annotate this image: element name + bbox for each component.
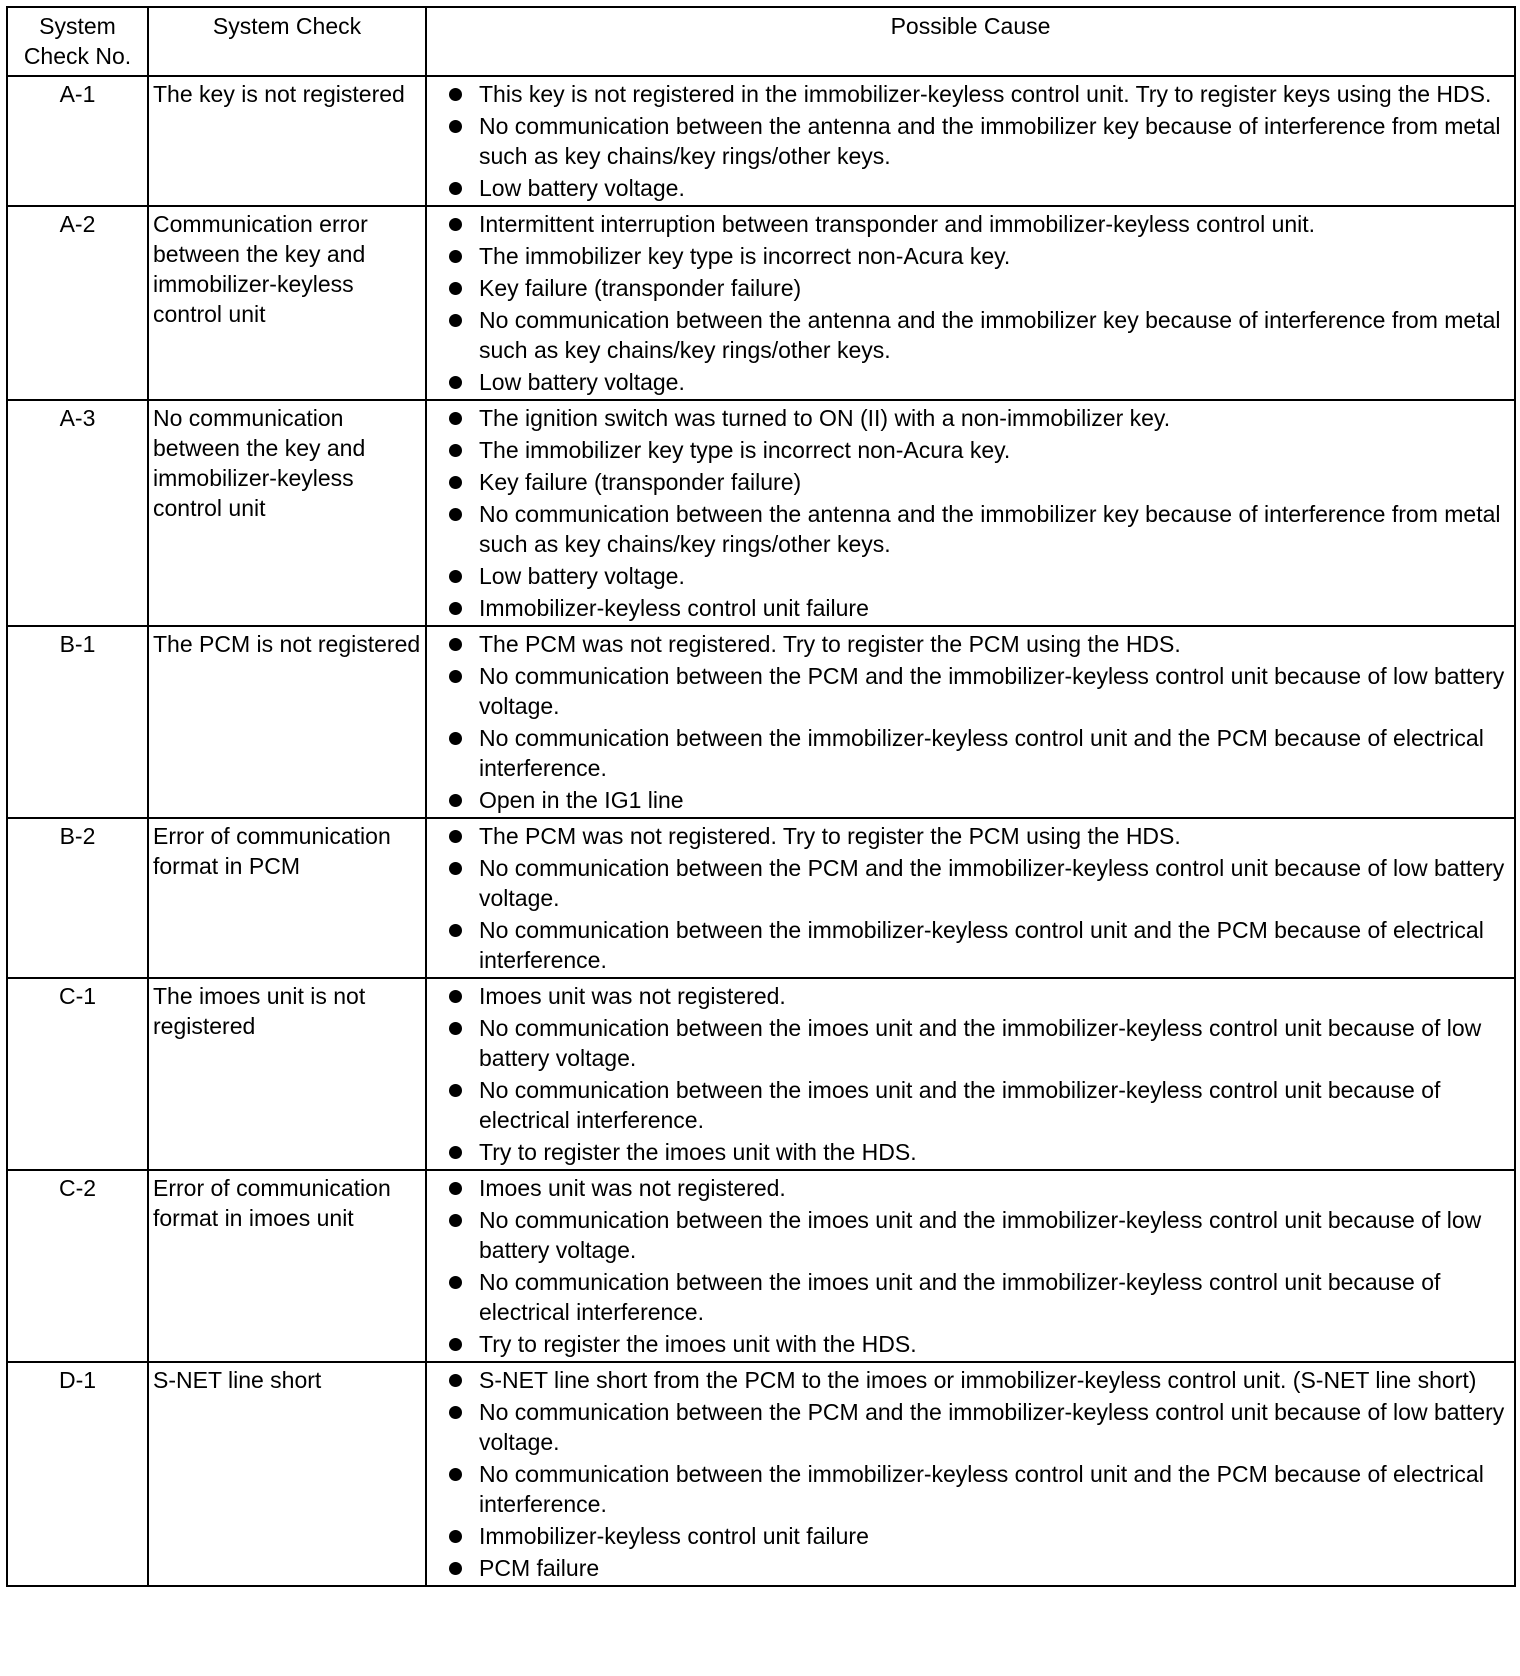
system-check-cell: Error of communication format in PCM: [148, 818, 426, 978]
cause-list-item: The PCM was not registered. Try to register the PCM using the HDS.: [427, 821, 1508, 851]
table-row: [7, 400, 1515, 626]
possible-cause-list: [427, 1365, 1508, 1583]
cause-list-item: Immobilizer-keyless control unit failure: [427, 1521, 1508, 1551]
table-row: [7, 76, 1515, 206]
cause-list-item: No communication between the antenna and the immobilizer key because of interference from metal such as key chains/key rings/other keys.: [427, 305, 1508, 365]
cause-list-item: No communication between the imoes unit and the immobilizer-keyless control unit because of low battery voltage.: [427, 1205, 1508, 1265]
cause-list-item: Key failure (transponder failure): [427, 273, 1508, 303]
table-row: [7, 818, 1515, 978]
cause-list-item: Try to register the imoes unit with the HDS.: [427, 1329, 1508, 1359]
cause-list-item: Immobilizer-keyless control unit failure: [427, 593, 1508, 623]
possible-cause-cell: [426, 1362, 1515, 1586]
cause-list-item: No communication between the imoes unit and the immobilizer-keyless control unit because of electrical interference.: [427, 1075, 1508, 1135]
system-check-no-cell: B-2: [7, 818, 148, 978]
possible-cause-cell: [426, 400, 1515, 626]
possible-cause-cell: [426, 1170, 1515, 1362]
possible-cause-cell: [426, 206, 1515, 400]
table-row: [7, 1170, 1515, 1362]
cause-list-item: No communication between the antenna and the immobilizer key because of interference from metal such as key chains/key rings/other keys.: [427, 111, 1508, 171]
system-check-table: [6, 6, 1516, 1587]
system-check-cell: S-NET line short: [148, 1362, 426, 1586]
cause-list-item: Imoes unit was not registered.: [427, 981, 1508, 1011]
cause-list-item: Key failure (transponder failure): [427, 467, 1508, 497]
possible-cause-list: [427, 629, 1508, 815]
possible-cause-cell: [426, 76, 1515, 206]
system-check-cell: Error of communication format in imoes unit: [148, 1170, 426, 1362]
cause-list-item: No communication between the PCM and the immobilizer-keyless control unit because of low battery voltage.: [427, 853, 1508, 913]
cause-list-item: No communication between the immobilizer-keyless control unit and the PCM because of electrical interference.: [427, 1459, 1508, 1519]
possible-cause-list: [427, 209, 1508, 397]
system-check-no-cell: A-2: [7, 206, 148, 400]
cause-list-item: This key is not registered in the immobilizer-keyless control unit. Try to register keys using the HDS.: [427, 79, 1508, 109]
cause-list-item: The ignition switch was turned to ON (II) with a non-immobilizer key.: [427, 403, 1508, 433]
cause-list-item: S-NET line short from the PCM to the imoes or immobilizer-keyless control unit. (S-NET line short): [427, 1365, 1508, 1395]
possible-cause-list: [427, 403, 1508, 623]
system-check-cell: The key is not registered: [148, 76, 426, 206]
cause-list-item: No communication between the PCM and the immobilizer-keyless control unit because of low battery voltage.: [427, 661, 1508, 721]
possible-cause-cell: [426, 626, 1515, 818]
system-check-cell: The PCM is not registered: [148, 626, 426, 818]
system-check-no-cell: C-2: [7, 1170, 148, 1362]
troubleshooting-document: [6, 6, 1514, 1587]
possible-cause-cell: [426, 818, 1515, 978]
cause-list-item: Try to register the imoes unit with the HDS.: [427, 1137, 1508, 1167]
cause-list-item: PCM failure: [427, 1553, 1508, 1583]
cause-list-item: The immobilizer key type is incorrect non-Acura key.: [427, 241, 1508, 271]
cause-list-item: No communication between the immobilizer-keyless control unit and the PCM because of electrical interference.: [427, 723, 1508, 783]
system-check-cell: The imoes unit is not registered: [148, 978, 426, 1170]
possible-cause-list: [427, 981, 1508, 1167]
cause-list-item: Low battery voltage.: [427, 173, 1508, 203]
cause-list-item: Open in the IG1 line: [427, 785, 1508, 815]
cause-list-item: No communication between the imoes unit and the immobilizer-keyless control unit because of low battery voltage.: [427, 1013, 1508, 1073]
cause-list-item: The PCM was not registered. Try to register the PCM using the HDS.: [427, 629, 1508, 659]
cause-list-item: No communication between the imoes unit and the immobilizer-keyless control unit because of electrical interference.: [427, 1267, 1508, 1327]
system-check-no-cell: B-1: [7, 626, 148, 818]
system-check-no-cell: C-1: [7, 978, 148, 1170]
cause-list-item: No communication between the immobilizer-keyless control unit and the PCM because of electrical interference.: [427, 915, 1508, 975]
system-check-no-cell: A-1: [7, 76, 148, 206]
header-system-check: System Check: [148, 7, 426, 76]
header-system-check-no: System Check No.: [7, 7, 148, 76]
system-check-no-cell: A-3: [7, 400, 148, 626]
table-row: [7, 1362, 1515, 1586]
cause-list-item: Low battery voltage.: [427, 367, 1508, 397]
system-check-cell: No communication between the key and immobilizer-keyless control unit: [148, 400, 426, 626]
cause-list-item: No communication between the PCM and the immobilizer-keyless control unit because of low battery voltage.: [427, 1397, 1508, 1457]
table-row: [7, 206, 1515, 400]
table-body: [7, 76, 1515, 1586]
system-check-cell: Communication error between the key and immobilizer-keyless control unit: [148, 206, 426, 400]
table-header-row: [7, 7, 1515, 76]
possible-cause-cell: [426, 978, 1515, 1170]
possible-cause-list: [427, 1173, 1508, 1359]
table-row: [7, 626, 1515, 818]
header-possible-cause: Possible Cause: [426, 7, 1515, 76]
cause-list-item: No communication between the antenna and the immobilizer key because of interference from metal such as key chains/key rings/other keys.: [427, 499, 1508, 559]
table-row: [7, 978, 1515, 1170]
system-check-no-cell: D-1: [7, 1362, 148, 1586]
cause-list-item: Low battery voltage.: [427, 561, 1508, 591]
cause-list-item: Imoes unit was not registered.: [427, 1173, 1508, 1203]
cause-list-item: Intermittent interruption between transponder and immobilizer-keyless control unit.: [427, 209, 1508, 239]
cause-list-item: The immobilizer key type is incorrect non-Acura key.: [427, 435, 1508, 465]
possible-cause-list: [427, 821, 1508, 975]
possible-cause-list: [427, 79, 1508, 203]
